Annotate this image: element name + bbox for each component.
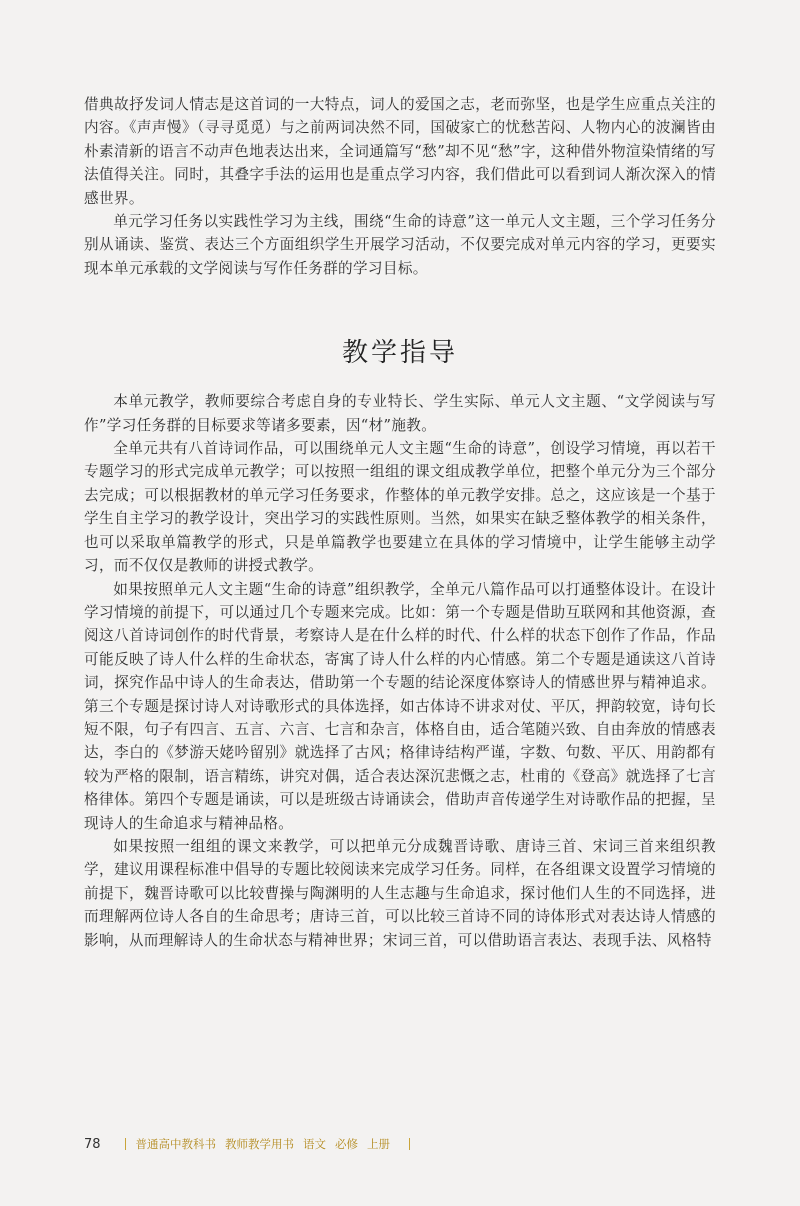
page-footer — [84, 1134, 420, 1154]
footer-level: 必修 — [335, 1137, 359, 1151]
body-paragraph: 如果按照单元人文主题“生命的诗意”组织教学，全单元八篇作品可以打通整体设计。在设计学习情境的前提下，可以通过几个专题来完成。比如：第一个专题是借助互联网和其他资源，查阅这八首诗词创作的时代背景，考察诗人是在什么样的时代、什么样的状态下创作了作品，作品可能反映了诗人什么样的生命状态，寄寓了诗人什么样的内心情感。第二个专题是通读这八首诗词，探究作品中诗人的生命表达，借助第一个专题的结论深度体察诗人的情感世界与精神追求。第三个专题是探讨诗人对诗歌形式的具体选择，如古体诗不讲求对仗、平仄，押韵较宽，诗句长短不限，句子有四言、五言、六言、七言和杂言，体格自由，适合笔随兴致、自由奔放的情感表达，李白的《梦游天姥吟留别》就选择了古风；格律诗结构严谨，字数、句数、平仄、用韵都有较为严格的限制，语言精练，讲究对偶，适合表达深沉悲慨之志，杜甫的《登高》就选择了七言格律体。第四个专题是诵读，可以是班级古诗诵读会，借助声音传递学生对诗歌作品的把握，呈现诗人的生命追求与精神品格。 — [84, 580, 716, 832]
intro-paragraph: 单元学习任务以实践性学习为主线，围绕“生命的诗意”这一单元人文主题，三个学习任务分别从诵读、鉴赏、表达三个方面组织学生开展学习活动，不仅要完成对单元内容的学习，更要实现本单元承载的文学阅读与写作任务群的学习目标。 — [84, 213, 716, 277]
footer-divider — [409, 1138, 410, 1150]
section-heading: 教学指导 — [341, 338, 458, 369]
page-content — [84, 93, 716, 952]
page-number: 78 — [84, 1136, 101, 1152]
intro-paragraph: 借典故抒发词人情志是这首词的一大特点，词人的爱国之志，老而弥坚，也是学生应重点关注的内容。《声声慢》（寻寻觅觅）与之前两词决然不同，国破家亡的忧愁苦闷、人物内心的波澜皆由朴素清新的语言不动声色地表达出来，全词通篇写“愁”却不见“愁”字，这种借外物渲染情绪的写法值得关注。同时，其叠字手法的运用也是重点学习内容，我们借此可以看到词人渐次深入的情感世界。 — [84, 96, 716, 207]
footer-divider — [125, 1138, 126, 1150]
footer-book-series: 普通高中教科书 — [135, 1137, 217, 1151]
body-paragraph: 本单元教学，教师要综合考虑自身的专业特长、学生实际、单元人文主题、“文学阅读与写作”学习任务群的目标要求等诸多要素，因“材”施教。 — [84, 393, 716, 434]
body-paragraph: 如果按照一组组的课文来教学，可以把单元分成魏晋诗歌、唐诗三首、宋词三首来组织教学，建议用课程标准中倡导的专题比较阅读来完成学习任务。同样，在各组课文设置学习情境的前提下，魏晋诗歌可以比较曹操与陶渊明的人生志趣与生命追求，探讨他们人生的不同选择，进而理解两位诗人各自的生命思考；唐诗三首，可以比较三首诗不同的诗体形式对表达诗人情感的影响，从而理解诗人的生命状态与精神世界；宋词三首，可以借助语言表达、表现手法、风格特 — [84, 837, 716, 949]
footer-book-type: 教师教学用书 — [225, 1137, 295, 1151]
footer-subject: 语文 — [303, 1137, 327, 1151]
footer-volume: 上册 — [367, 1137, 391, 1151]
body-paragraph: 全单元共有八首诗词作品，可以围绕单元人文主题“生命的诗意”，创设学习情境，再以若干专题学习的形式完成单元教学；可以按照一组组的课文组成教学单位，把整个单元分为三个部分去完成；可以根据教材的单元学习任务要求，作整体的单元教学安排。总之，这应该是一个基于学生自主学习的教学设计，突出学习的实践性原则。当然，如果实在缺乏整体教学的相关条件，也可以采取单篇教学的形式，只是单篇教学也要建立在具体的学习情境中，让学生能够主动学习，而不仅仅是教师的讲授式教学。 — [84, 440, 716, 575]
